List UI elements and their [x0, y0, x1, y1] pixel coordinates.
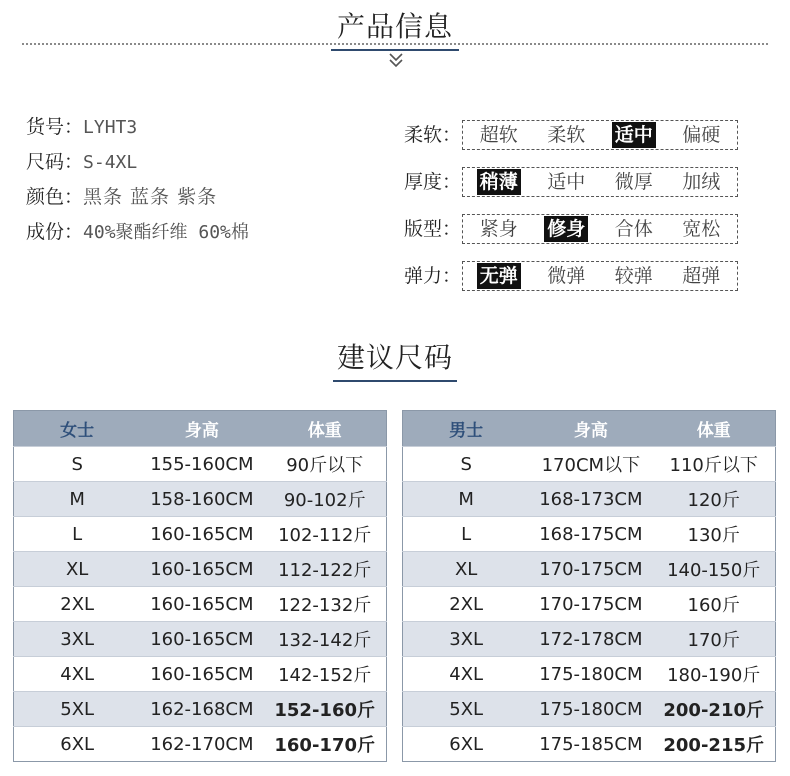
table-cell: 140-150斤	[652, 552, 775, 587]
table-cell: 160-165CM	[140, 552, 263, 587]
table-row	[403, 552, 776, 587]
table-cell: 170-175CM	[529, 552, 652, 587]
table-cell: 180-190斤	[652, 657, 775, 692]
attribute-option-selected: 稍薄	[477, 169, 521, 195]
table-cell: 160-170斤	[263, 727, 386, 762]
men-header-row	[403, 411, 776, 447]
men-header-cell: 体重	[652, 411, 775, 447]
table-cell: 5XL	[14, 692, 141, 727]
table-cell: L	[403, 517, 530, 552]
table-cell: 4XL	[14, 657, 141, 692]
attribute-option: 宽松	[682, 218, 721, 240]
table-row	[403, 447, 776, 482]
attribute-options	[462, 167, 738, 197]
spec-row	[26, 220, 249, 255]
table-cell: L	[14, 517, 141, 552]
spec-label: 颜色：	[26, 186, 84, 208]
table-cell: 130斤	[652, 517, 775, 552]
table-cell: 90-102斤	[263, 482, 386, 517]
spec-row	[26, 185, 249, 220]
table-cell: 172-178CM	[529, 622, 652, 657]
spec-list	[26, 115, 249, 255]
attribute-option-selected: 无弹	[477, 263, 521, 289]
attribute-option: 微厚	[614, 171, 653, 193]
spec-value: LYHT3	[83, 117, 138, 138]
table-cell: 2XL	[403, 587, 530, 622]
table-cell: 6XL	[403, 727, 530, 762]
table-cell: 132-142斤	[263, 622, 386, 657]
table-row	[403, 622, 776, 657]
women-size-table	[13, 410, 387, 762]
table-cell: 120斤	[652, 482, 775, 517]
spec-label: 成份：	[26, 221, 84, 243]
table-row	[403, 727, 776, 762]
table-row	[403, 692, 776, 727]
women-header-cell: 女士	[14, 411, 141, 447]
table-row	[403, 587, 776, 622]
table-row	[14, 727, 387, 762]
table-cell: 162-170CM	[140, 727, 263, 762]
table-cell: M	[14, 482, 141, 517]
attribute-label: 柔软：	[404, 124, 462, 146]
table-row	[14, 622, 387, 657]
attribute-option: 超弹	[682, 265, 721, 287]
table-cell: 6XL	[14, 727, 141, 762]
table-cell: 175-180CM	[529, 657, 652, 692]
attribute-option: 超软	[479, 124, 518, 146]
table-row	[14, 587, 387, 622]
dotted-divider	[22, 43, 768, 45]
table-cell: 3XL	[14, 622, 141, 657]
spec-label: 货号：	[26, 116, 84, 138]
attribute-option: 柔软	[547, 124, 586, 146]
spec-value: 黑条 蓝条 紫条	[83, 186, 218, 208]
attribute-option-selected: 修身	[544, 216, 588, 242]
spec-row	[26, 150, 249, 185]
table-cell: 160-165CM	[140, 517, 263, 552]
table-cell: 168-175CM	[529, 517, 652, 552]
table-cell: 200-210斤	[652, 692, 775, 727]
spec-value: S-4XL	[83, 152, 138, 173]
size-guide-title: 建议尺码	[333, 336, 457, 382]
table-cell: 2XL	[14, 587, 141, 622]
double-chevron-down-icon	[385, 50, 407, 72]
table-cell: 122-132斤	[263, 587, 386, 622]
table-row	[14, 482, 387, 517]
table-cell: 168-173CM	[529, 482, 652, 517]
table-cell: 175-185CM	[529, 727, 652, 762]
men-header-cell: 男士	[403, 411, 530, 447]
size-guide-title-wrap	[0, 336, 790, 382]
attribute-label: 版型：	[404, 218, 462, 240]
attribute-option: 偏硬	[682, 124, 721, 146]
table-cell: 3XL	[403, 622, 530, 657]
table-cell: 160-165CM	[140, 587, 263, 622]
attribute-options	[462, 214, 738, 244]
women-header-cell: 身高	[140, 411, 263, 447]
table-row	[14, 517, 387, 552]
table-cell: M	[403, 482, 530, 517]
spec-row	[26, 115, 249, 150]
table-cell: 160斤	[652, 587, 775, 622]
attribute-label: 弹力：	[404, 265, 462, 287]
table-row	[403, 482, 776, 517]
table-row	[403, 657, 776, 692]
attribute-option: 适中	[547, 171, 586, 193]
table-row	[14, 657, 387, 692]
table-cell: 160-165CM	[140, 622, 263, 657]
table-cell: 170CM以下	[529, 447, 652, 482]
attribute-option: 紧身	[479, 218, 518, 240]
table-cell: 4XL	[403, 657, 530, 692]
table-cell: 152-160斤	[263, 692, 386, 727]
attribute-option: 合体	[614, 218, 653, 240]
product-info-title: 产品信息	[331, 5, 459, 51]
table-row	[403, 517, 776, 552]
table-row	[14, 447, 387, 482]
table-cell: S	[14, 447, 141, 482]
attribute-options	[462, 120, 738, 150]
table-cell: 160-165CM	[140, 657, 263, 692]
men-size-table	[402, 410, 776, 762]
attribute-option: 微弹	[547, 265, 586, 287]
table-row	[14, 552, 387, 587]
table-cell: 170斤	[652, 622, 775, 657]
table-cell: XL	[403, 552, 530, 587]
spec-value: 40%聚酯纤维 60%棉	[83, 222, 249, 243]
table-cell: 110斤以下	[652, 447, 775, 482]
table-cell: XL	[14, 552, 141, 587]
attribute-option: 加绒	[682, 171, 721, 193]
table-cell: 162-168CM	[140, 692, 263, 727]
table-cell: S	[403, 447, 530, 482]
table-cell: 5XL	[403, 692, 530, 727]
table-cell: 200-215斤	[652, 727, 775, 762]
table-cell: 102-112斤	[263, 517, 386, 552]
table-cell: 158-160CM	[140, 482, 263, 517]
women-header-row	[14, 411, 387, 447]
table-cell: 142-152斤	[263, 657, 386, 692]
attribute-label: 厚度：	[404, 171, 462, 193]
attribute-options	[462, 261, 738, 291]
attribute-option: 较弹	[614, 265, 653, 287]
table-cell: 90斤以下	[263, 447, 386, 482]
women-header-cell: 体重	[263, 411, 386, 447]
spec-label: 尺码：	[26, 151, 84, 173]
table-row	[14, 692, 387, 727]
table-cell: 155-160CM	[140, 447, 263, 482]
table-cell: 170-175CM	[529, 587, 652, 622]
table-cell: 112-122斤	[263, 552, 386, 587]
attribute-option-selected: 适中	[612, 122, 656, 148]
table-cell: 175-180CM	[529, 692, 652, 727]
men-header-cell: 身高	[529, 411, 652, 447]
